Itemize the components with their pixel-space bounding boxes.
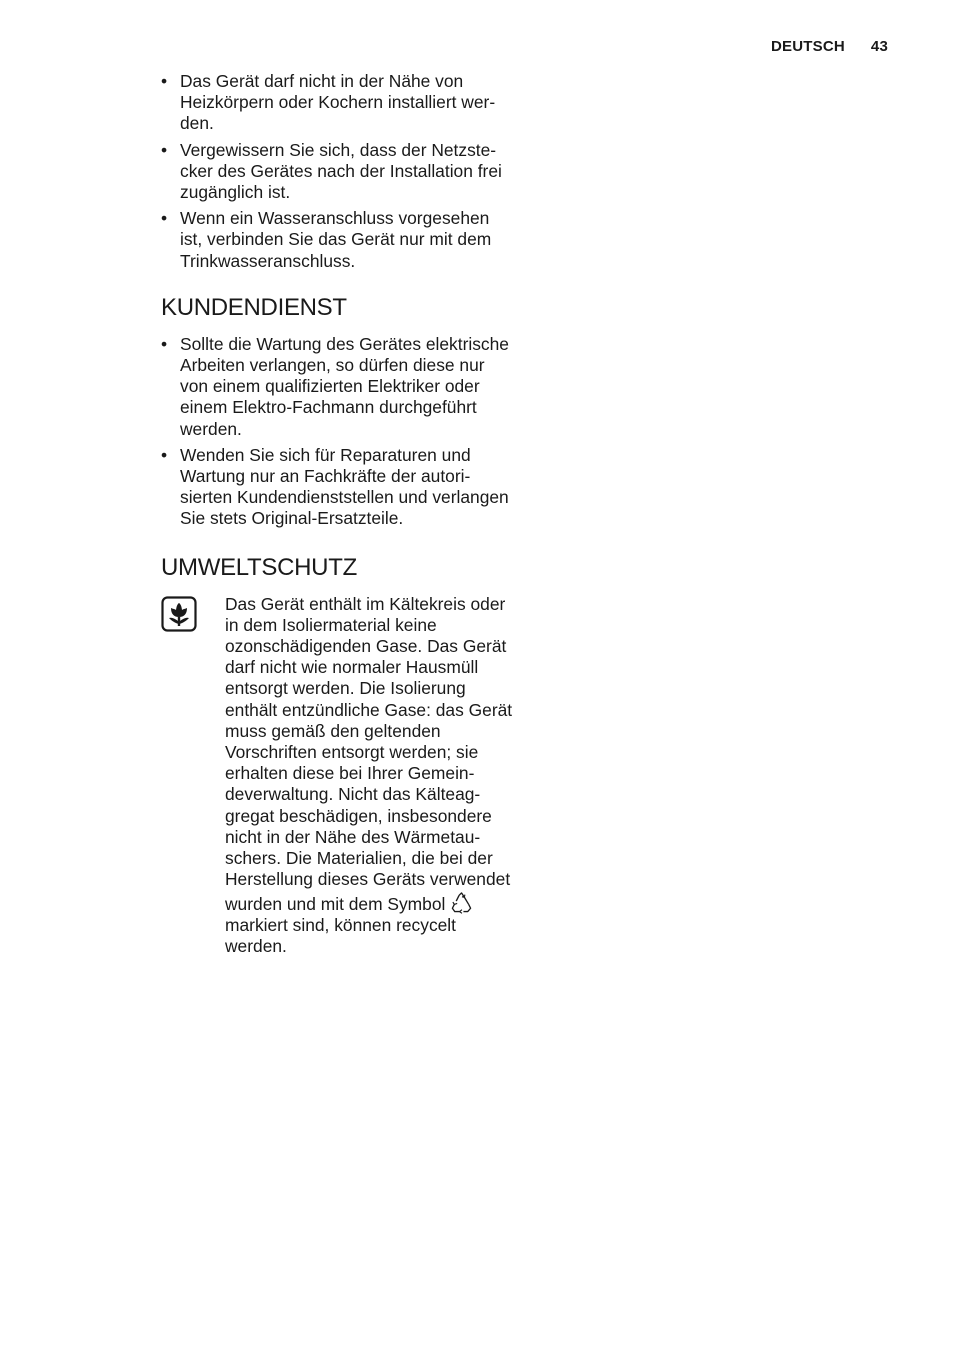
environment-text-part-2: markiert sind, können recycelt werden. — [225, 914, 457, 956]
bullet-icon: • — [161, 139, 168, 160]
section-title-umweltschutz: UMWELTSCHUTZ — [161, 553, 357, 581]
bullet-icon: • — [161, 333, 168, 354]
kundendienst-bullet-list — [161, 334, 515, 530]
list-item — [161, 71, 515, 135]
bullet-icon: • — [161, 444, 168, 465]
section-title-kundendienst: KUNDENDIENST — [161, 293, 347, 321]
environment-text — [225, 594, 515, 957]
environment-text-part-1: Das Gerät enthält im Kältekreis oder in dem Isoliermaterial keine ozonschädigenden Gase. Das Gerät darf nicht wie normaler Hausmüll entsorgt werden. Die Isolierung enthält entzündliche Gase: das Gerät muss gemäß den geltenden Vorschriften entsorgt werden; sie erhalten diese bei Ihrer Gemeindeverwaltung. Nicht das Kälteaggregat beschädigen, insbesondere nicht in der Nähe des Wärmetauschers. Die Materialien, die bei der Herstellung dieses Geräts verwendet wurden und mit dem Symbol — [225, 593, 513, 914]
list-item-text: Vergewissern Sie sich, dass der Netzstecker des Gerätes nach der Installation frei zugänglich ist. — [180, 139, 502, 203]
language-label: DEUTSCH — [771, 38, 845, 55]
page-number: 43 — [870, 38, 888, 55]
installation-bullet-list — [161, 71, 515, 272]
content-column — [161, 71, 515, 957]
list-item — [161, 208, 515, 272]
page-header — [771, 38, 888, 55]
recycle-icon — [450, 891, 473, 914]
list-item — [161, 445, 515, 530]
environment-flower-icon — [161, 596, 197, 632]
list-item-text: Sollte die Wartung des Gerätes elektrische Arbeiten verlangen, so dürfen diese nur von einem qualifizierten Elektriker oder einem Elektro-Fachmann durchgeführt werden. — [180, 333, 509, 439]
environment-note — [161, 594, 515, 957]
list-item-text: Wenn ein Wasseranschluss vorgesehen ist, verbinden Sie das Gerät nur mit dem Trinkwasseranschluss. — [180, 208, 492, 271]
bullet-icon: • — [161, 208, 168, 229]
list-item-text: Wenden Sie sich für Reparaturen und Wartung nur an Fachkräfte der autorisierten Kundendienststellen und verlangen Sie stets Original-Ersatzteile. — [180, 444, 509, 529]
list-item — [161, 334, 515, 440]
bullet-icon: • — [161, 71, 168, 91]
list-item — [161, 140, 515, 204]
list-item-text: Das Gerät darf nicht in der Nähe von Heizkörpern oder Kochern installiert werden. — [180, 71, 496, 134]
